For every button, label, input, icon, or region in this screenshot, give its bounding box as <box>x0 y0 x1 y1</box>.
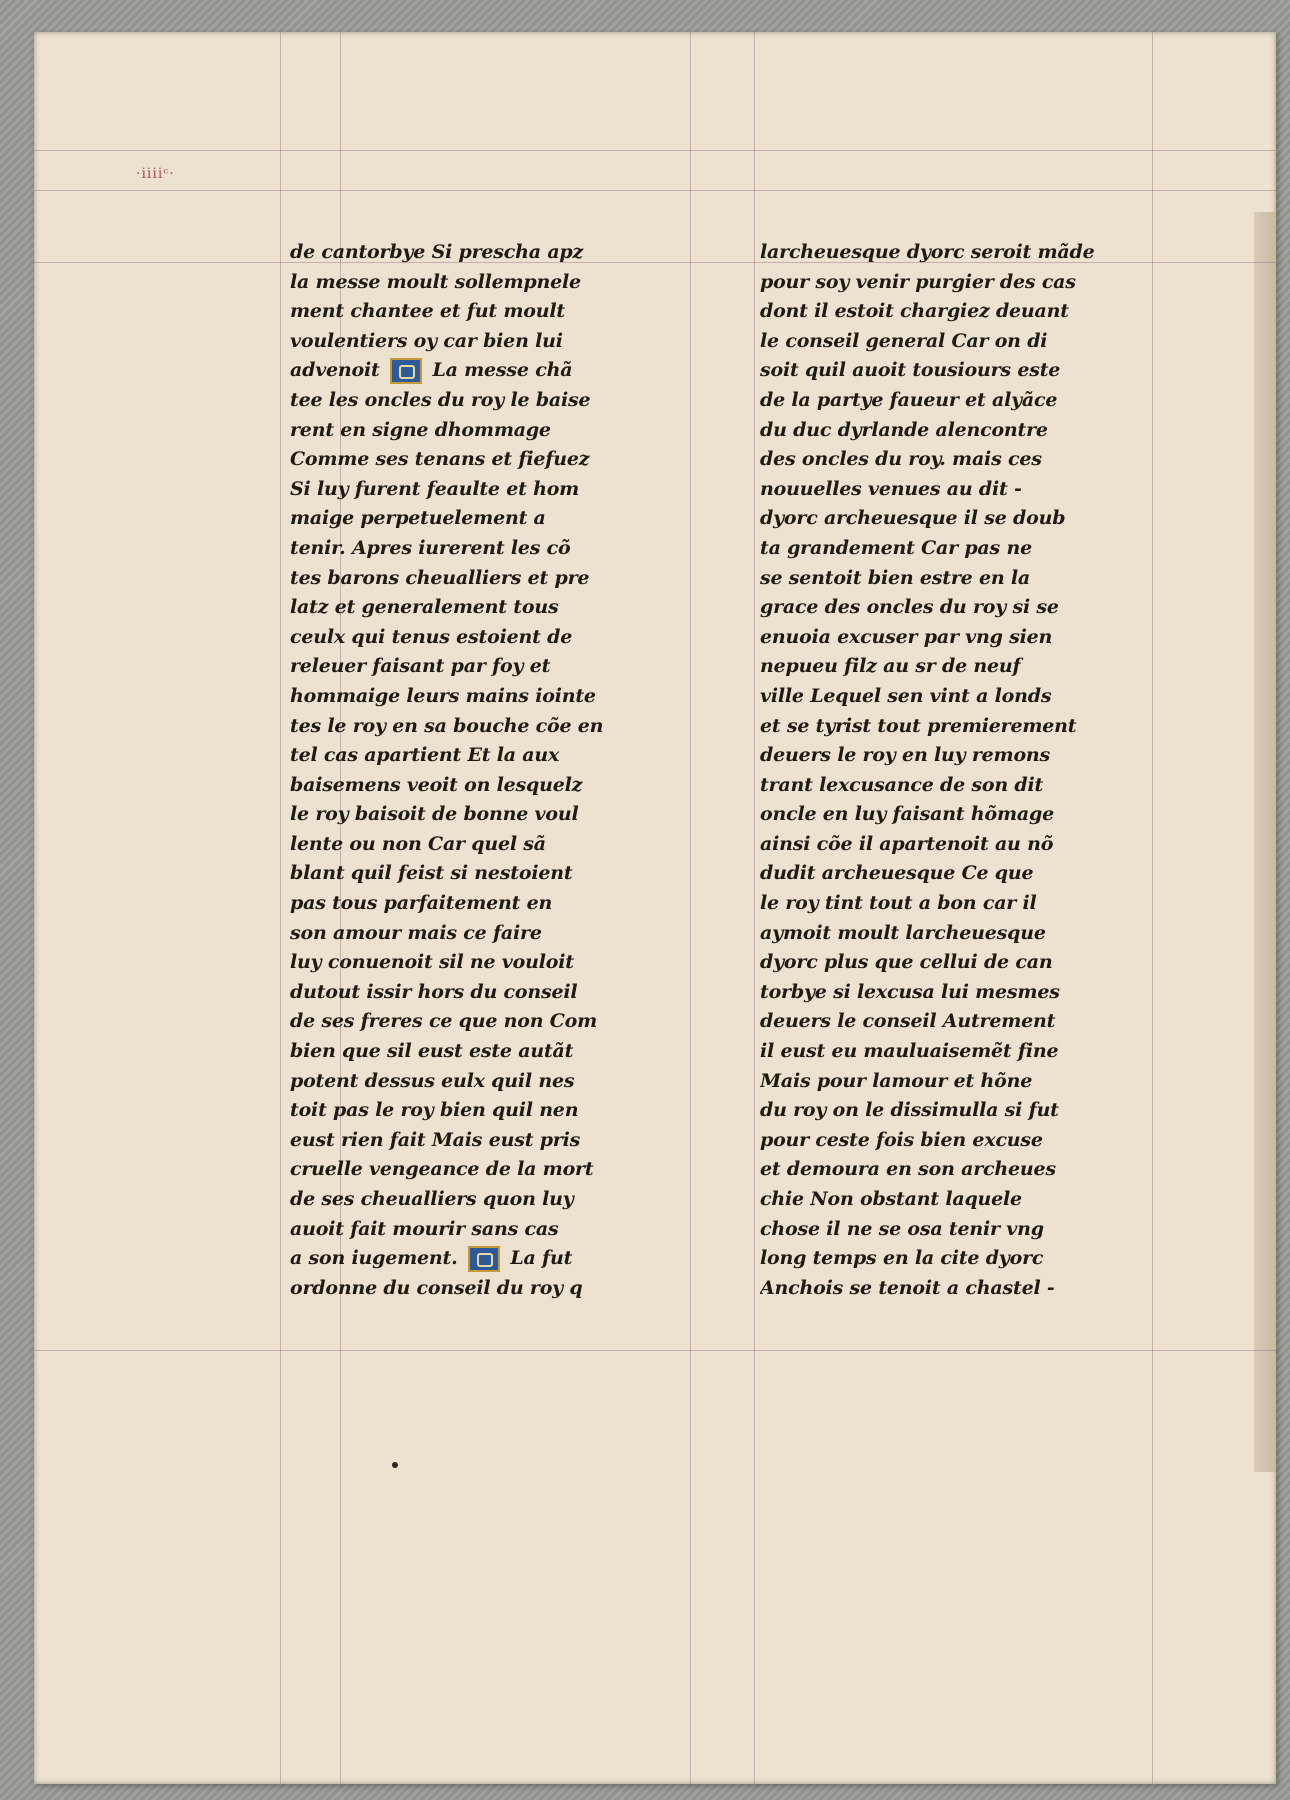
text-line: enuoia excuser par vng sien <box>760 625 1053 648</box>
illuminated-initial-icon <box>390 358 422 384</box>
text-line: voulentiers oy car bien lui <box>290 329 563 352</box>
text-line: le roy tint tout a bon car il <box>760 892 1037 915</box>
text-line: tenir. Apres iurerent les cõ <box>290 536 571 559</box>
text-line: et demoura en son archeues <box>760 1158 1056 1181</box>
text-line: deuers le conseil Autrement <box>760 1010 1056 1033</box>
text-line: ment chantee et fut moult <box>290 300 565 323</box>
text-line: de ses freres ce que non Com <box>290 1010 598 1033</box>
text-line: chie Non obstant laquele <box>760 1188 1022 1210</box>
text-line: eust rien fait Mais eust pris <box>290 1128 581 1151</box>
ink-mark <box>392 1462 398 1468</box>
text-line: et se tyrist tout premierement <box>760 714 1077 737</box>
text-line: baisemens veoit on lesquelz <box>290 773 583 796</box>
text-line: tel cas apartient Et la aux <box>290 744 560 767</box>
text-line: dutout issir hors du conseil <box>290 980 578 1003</box>
text-line: nepueu filz au sr de neuf <box>760 655 1021 678</box>
text-line: ta grandement Car pas ne <box>760 536 1032 559</box>
ruling-line <box>280 32 281 1784</box>
text-line: soit quil auoit tousiours este <box>760 359 1061 382</box>
text-line: releuer faisant par foy et <box>290 655 551 678</box>
text-line: tes barons cheualliers et pre <box>290 566 590 589</box>
text-column-right <box>760 238 1180 1303</box>
text-line: tee les oncles du roy le baise <box>290 388 591 411</box>
text-line: ville Lequel sen vint a londs <box>760 684 1052 707</box>
text-line: deuers le roy en luy remons <box>760 744 1051 767</box>
page-edge <box>1254 212 1276 1472</box>
text-line: rent en signe dhommage <box>290 418 551 441</box>
ruling-line <box>754 32 755 1784</box>
text-line: auoit fait mourir sans cas <box>290 1217 559 1240</box>
text-line: pour soy venir purgier des cas <box>760 270 1076 293</box>
text-line: ordonne du conseil du roy q <box>290 1276 583 1299</box>
text-line: la messe moult sollempnele <box>290 270 581 293</box>
text-line: tes le roy en sa bouche cõe en <box>290 714 604 737</box>
text-line: hommaige leurs mains iointe <box>290 684 596 707</box>
text-line: maige perpetuelement a <box>290 507 546 530</box>
text-line: ainsi cõe il apartenoit au nõ <box>760 832 1054 855</box>
text-line: dudit archeuesque Ce que <box>760 862 1034 885</box>
text-line: le conseil general Car on di <box>760 329 1048 352</box>
text-line: il eust eu mauluaisemẽt fine <box>760 1040 1059 1063</box>
text-line: dont il estoit chargiez deuant <box>760 300 1069 323</box>
text-line: chose il ne se osa tenir vng <box>760 1217 1044 1240</box>
text-line: nouuelles venues au dit - <box>760 477 1022 500</box>
text-line: de la partye faueur et alyãce <box>760 388 1058 411</box>
ruling-line <box>34 190 1276 191</box>
text-column-left <box>290 238 690 1303</box>
text-line: bien que sil eust este autãt <box>290 1040 574 1063</box>
text-line: advenoit La messe chã <box>290 356 690 386</box>
text-line: oncle en luy faisant hõmage <box>760 803 1054 826</box>
text-line: toit pas le roy bien quil nen <box>290 1099 579 1122</box>
text-line: du roy on le dissimulla si fut <box>760 1099 1059 1122</box>
text-line: Si luy furent feaulte et hom <box>290 477 580 500</box>
text-line: lente ou non Car quel sã <box>290 832 546 855</box>
text-line: trant lexcusance de son dit <box>760 773 1044 796</box>
text-line: le roy baisoit de bonne voul <box>290 803 579 826</box>
text-line: Mais pour lamour et hõne <box>760 1069 1033 1092</box>
text-line: aymoit moult larcheuesque <box>760 921 1046 944</box>
text-line: dyorc archeuesque il se doub <box>760 507 1066 530</box>
text-line: cruelle vengeance de la mort <box>290 1158 594 1181</box>
text-line: grace des oncles du roy si se <box>760 596 1059 619</box>
text-line: des oncles du roy. mais ces <box>760 448 1042 471</box>
text-line: larcheuesque dyorc seroit mãde <box>760 241 1095 263</box>
text-line: Comme ses tenans et fiefuez <box>290 448 590 471</box>
folio-number: ·iiiiᶜ· <box>136 166 175 182</box>
text-line: ceulx qui tenus estoient de <box>290 625 573 648</box>
text-line: luy conuenoit sil ne vouloit <box>290 951 574 974</box>
text-line: pour ceste fois bien excuse <box>760 1128 1043 1151</box>
illuminated-initial-icon <box>468 1246 500 1272</box>
text-line: potent dessus eulx quil nes <box>290 1069 575 1092</box>
text-line: pas tous parfaitement en <box>290 892 553 915</box>
text-line: du duc dyrlande alencontre <box>760 418 1048 441</box>
text-line: a son iugement. La fut <box>290 1244 690 1274</box>
ruling-line <box>690 32 691 1784</box>
text-line: long temps en la cite dyorc <box>760 1247 1044 1270</box>
ruling-line <box>34 1350 1276 1351</box>
text-line: se sentoit bien estre en la <box>760 566 1030 589</box>
text-line: son amour mais ce faire <box>290 921 542 944</box>
text-line: dyorc plus que cellui de can <box>760 951 1053 974</box>
text-line: blant quil feist si nestoient <box>290 862 573 885</box>
ruling-line <box>34 150 1276 151</box>
text-line: de ses cheualliers quon luy <box>290 1188 574 1210</box>
text-line: latz et generalement tous <box>290 596 559 619</box>
text-line: Anchois se tenoit a chastel - <box>760 1276 1055 1299</box>
text-line: de cantorbye Si prescha apz <box>290 241 584 263</box>
text-line: torbye si lexcusa lui mesmes <box>760 980 1060 1003</box>
